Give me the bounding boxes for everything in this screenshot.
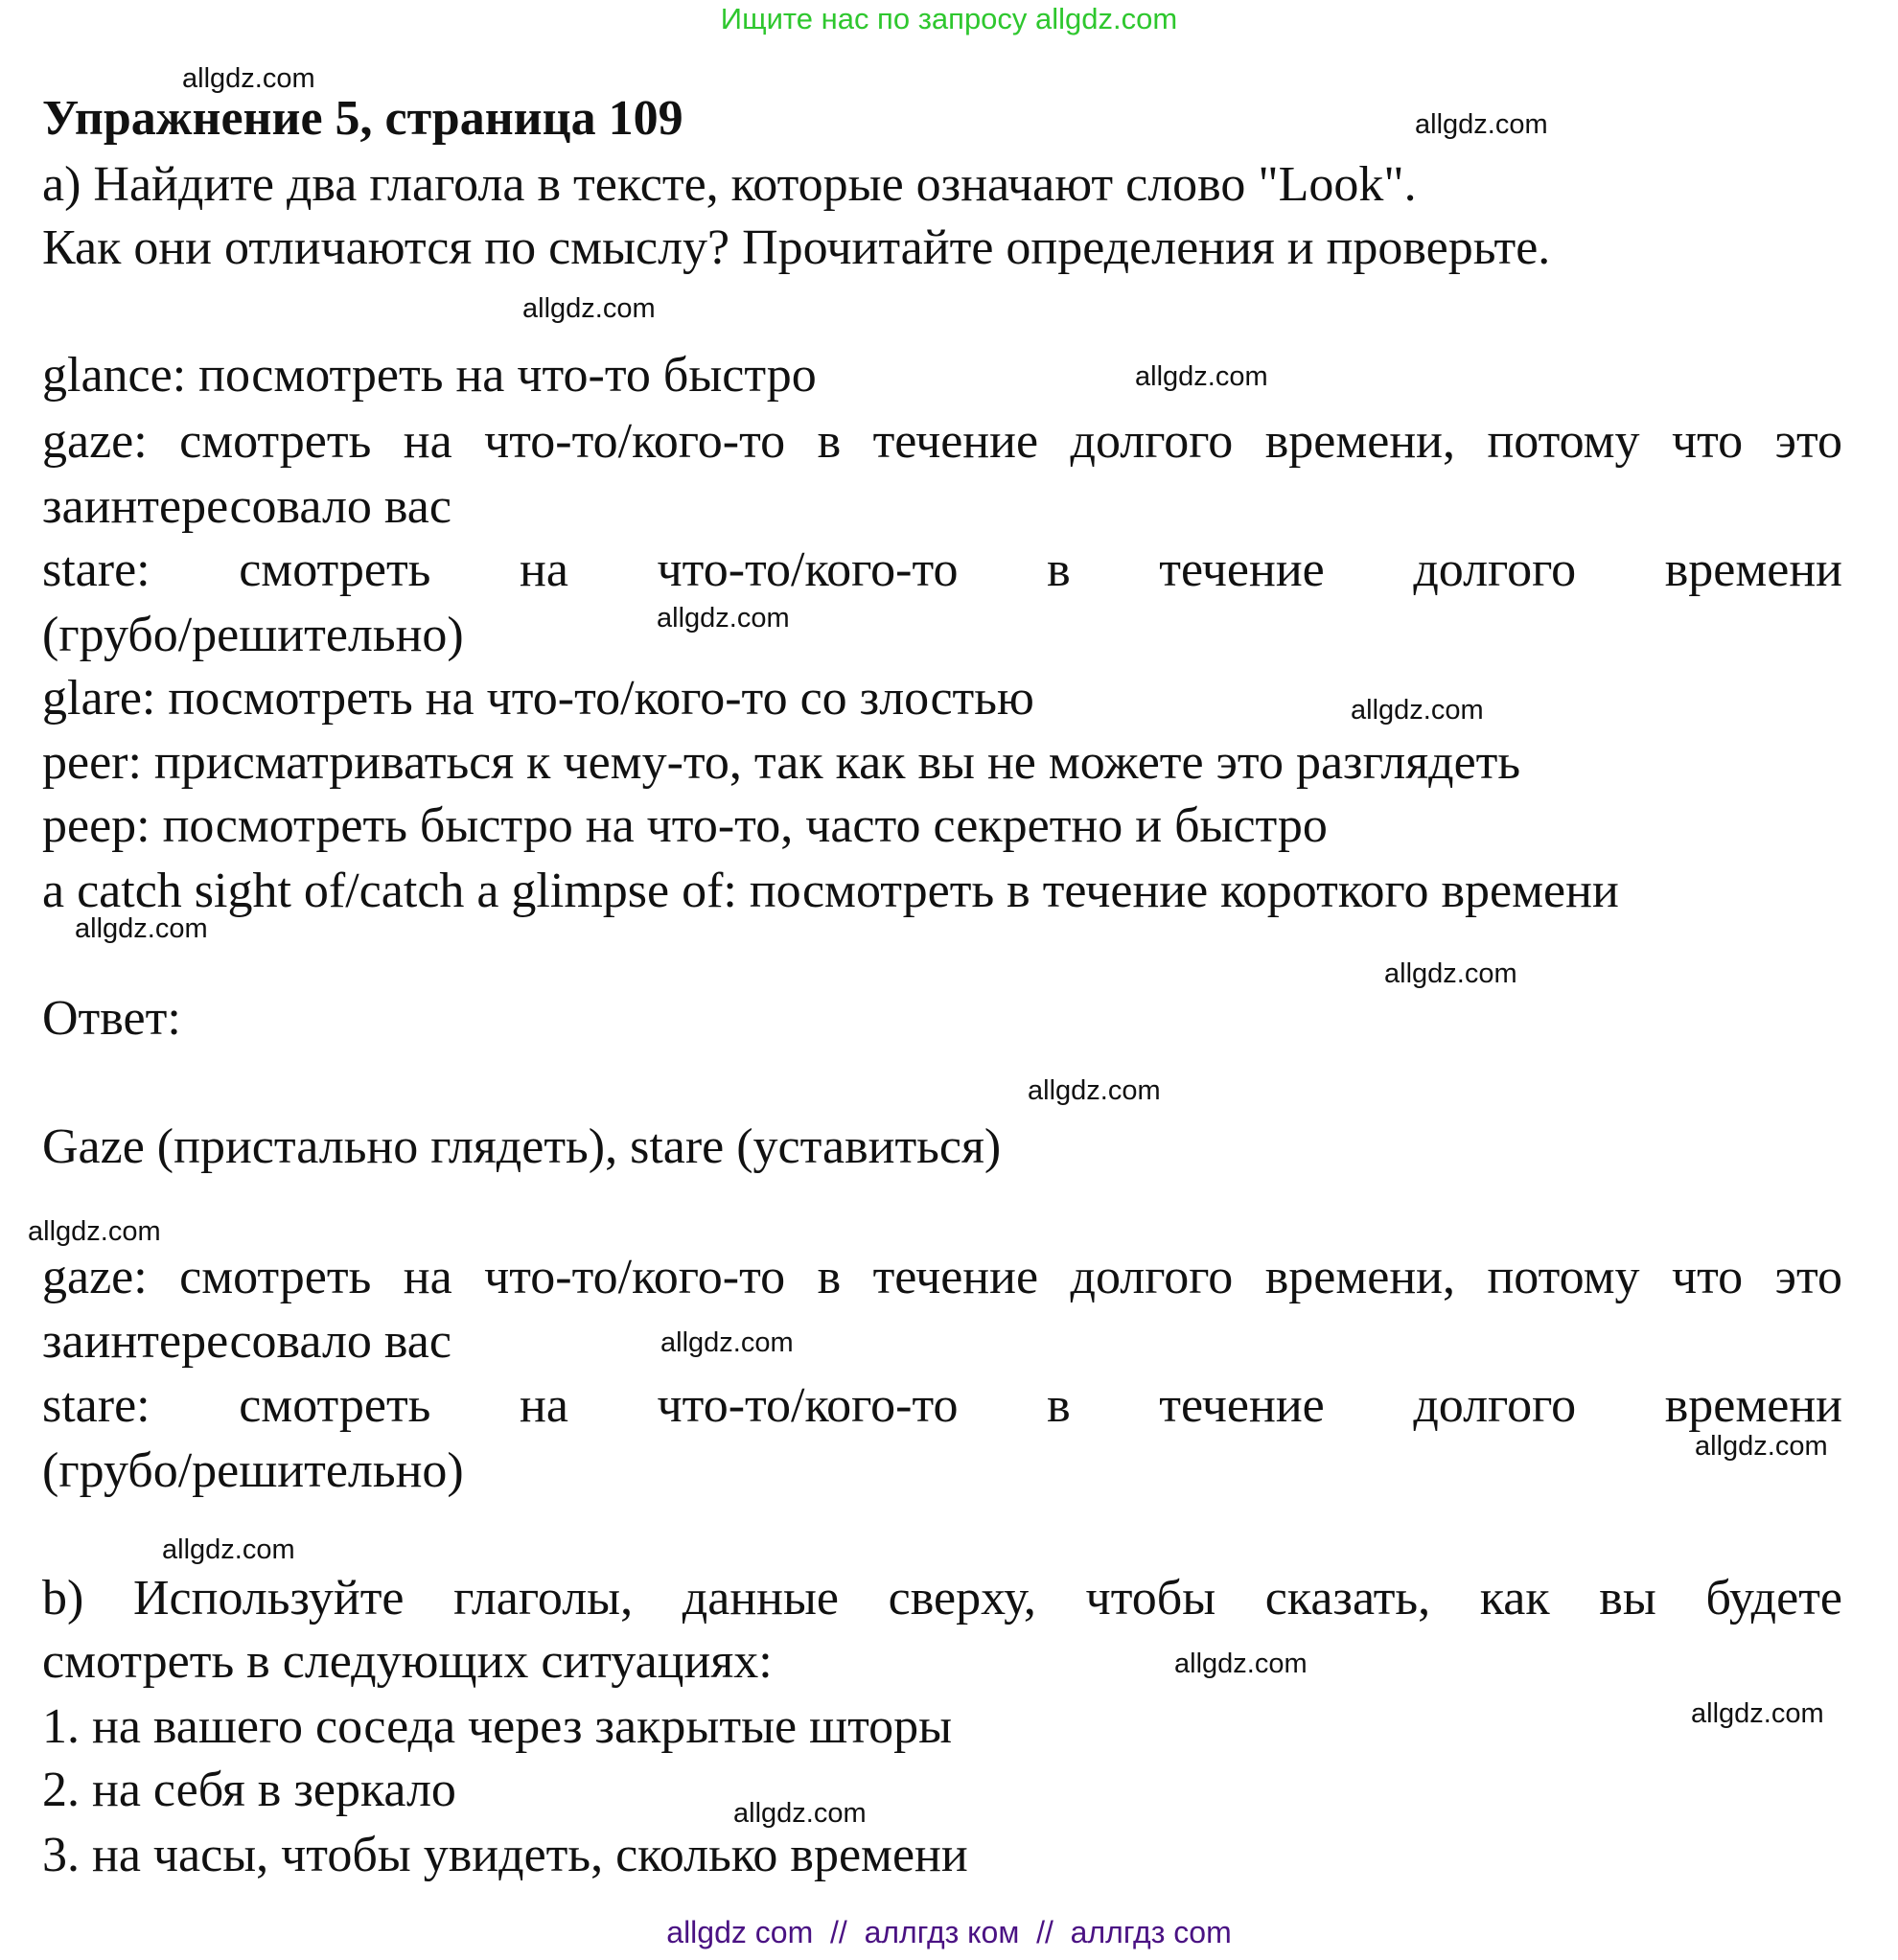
situation-item: 2. на себя в зеркало xyxy=(42,1763,456,1817)
answer-line: заинтересовало вас xyxy=(42,1314,451,1369)
task-line: смотреть в следующих ситуациях: xyxy=(42,1634,773,1689)
watermark: allgdz.com xyxy=(182,63,315,94)
answer-label: Ответ: xyxy=(42,991,181,1046)
watermark: allgdz.com xyxy=(1174,1649,1308,1679)
answer-line: (грубо/решительно) xyxy=(42,1443,464,1498)
page-title: Упражнение 5, страница 109 xyxy=(42,91,683,146)
task-line: b) Используйте глаголы, данные сверху, чтобы сказать, как вы будете xyxy=(42,1571,1842,1626)
answer-line: stare: смотреть на что-то/кого-то в течение долгого времени xyxy=(42,1378,1842,1433)
definition-line: glare: посмотреть на что-то/кого-то со злостью xyxy=(42,671,1034,726)
definition-line: a catch sight of/catch a glimpse of: посмотреть в течение короткого времени xyxy=(42,864,1619,918)
situation-item: 3. на часы, чтобы увидеть, сколько времени xyxy=(42,1828,968,1882)
definition-line: (грубо/решительно) xyxy=(42,608,464,662)
watermark: allgdz.com xyxy=(28,1216,161,1247)
task-line: Как они отличаются по смыслу? Прочитайте определения и проверьте. xyxy=(42,220,1551,275)
watermark: allgdz.com xyxy=(162,1534,295,1565)
watermark: allgdz.com xyxy=(1384,958,1517,989)
watermark: allgdz.com xyxy=(1135,361,1268,392)
watermark: allgdz.com xyxy=(657,603,790,634)
watermark: allgdz.com xyxy=(1415,109,1548,140)
watermark: allgdz.com xyxy=(1351,695,1484,726)
definition-line: gaze: смотреть на что-то/кого-то в течение долгого времени, потому что это xyxy=(42,414,1842,469)
watermark: allgdz.com xyxy=(660,1327,794,1358)
watermark: allgdz.com xyxy=(733,1798,867,1829)
watermark: allgdz.com xyxy=(1695,1431,1828,1462)
watermark: allgdz.com xyxy=(75,913,208,944)
definition-line: заинтересовало вас xyxy=(42,479,451,534)
situation-item: 1. на вашего соседа через закрытые шторы xyxy=(42,1699,953,1754)
definition-line: peer: присматриваться к чему-то, так как вы не можете это разглядеть xyxy=(42,735,1521,790)
answer-line: gaze: смотреть на что-то/кого-то в течение долгого времени, потому что это xyxy=(42,1250,1842,1304)
definition-line: peep: посмотреть быстро на что-то, часто секретно и быстро xyxy=(42,798,1328,853)
watermark: allgdz.com xyxy=(522,293,656,324)
definition-line: glance: посмотреть на что-то быстро xyxy=(42,348,817,403)
watermark: allgdz.com xyxy=(1028,1075,1161,1106)
task-line: а) Найдите два глагола в тексте, которые означают слово "Look". xyxy=(42,157,1417,212)
footer-banner: allgdz com // аллгдз ком // аллгдз com xyxy=(666,1915,1232,1949)
watermark: allgdz.com xyxy=(1691,1698,1824,1729)
search-banner: Ищите нас по запросу allgdz.com xyxy=(720,2,1178,35)
definition-line: stare: смотреть на что-то/кого-то в течение долгого времени xyxy=(42,542,1842,597)
answer-line: Gaze (пристально глядеть), stare (уставиться) xyxy=(42,1119,1002,1174)
